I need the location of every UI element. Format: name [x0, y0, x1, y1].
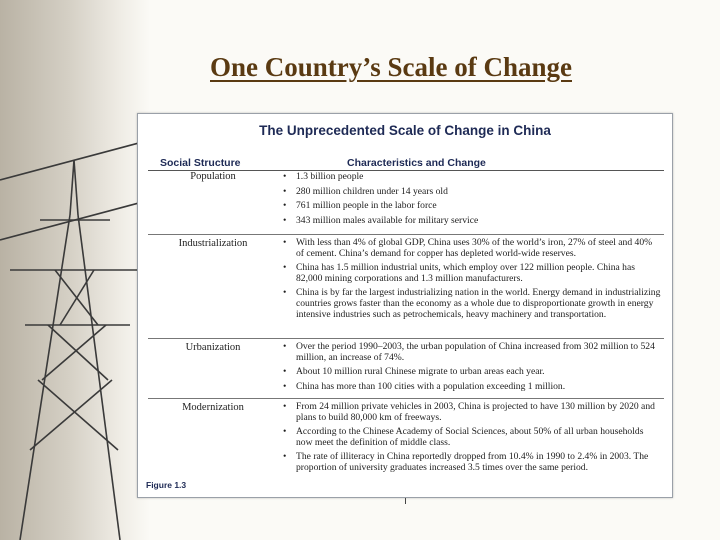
bullet-list: [283, 238, 661, 324]
list-item: • About 10 million rural Chinese migrate to urban areas each year.: [283, 367, 661, 378]
section-label: Modernization: [182, 402, 244, 413]
figure-table: [137, 113, 673, 498]
list-item: • The rate of illiteracy in China reportedly dropped from 10.4% in 1990 to 2.4% in 2003. The proportion of university graduates increased 3.5 times over the same period.: [283, 452, 661, 473]
bullet-list: [283, 172, 661, 230]
column-header-characteristics: Characteristics and Change: [347, 157, 486, 169]
column-header-social-structure: Social Structure: [160, 157, 241, 169]
list-item: • 343 million males available for military service: [283, 216, 661, 227]
section-label: Industrialization: [178, 238, 248, 249]
list-item: • China has 1.5 million industrial units, which employ over 122 million people. China has 82,000 mining corporations and 1.3 million manufacturers.: [283, 263, 661, 284]
section-divider: [148, 234, 664, 235]
section-label: Urbanization: [185, 342, 241, 353]
list-item: • 1.3 billion people: [283, 172, 661, 183]
list-item: • Over the period 1990–2003, the urban population of China increased from 302 million to 524 million, an increase of 74%.: [283, 342, 661, 363]
list-item: • 761 million people in the labor force: [283, 201, 661, 212]
cursor-mark: [405, 498, 406, 504]
list-item: • China is by far the largest industrializing nation in the world. Energy demand in industrializing countries grows faster than the economy as a whole due to disproportionate growth in energy intensive industries such as petrochemicals, heavy machinery and transportation.: [283, 288, 661, 320]
section-divider: [148, 338, 664, 339]
section-divider: [148, 398, 664, 399]
list-item: • From 24 million private vehicles in 2003, China is projected to have 130 million by 2020 and plans to build 80,000 km of freeways.: [283, 402, 661, 423]
list-item: • With less than 4% of global GDP, China uses 30% of the world’s iron, 27% of steel and 40% of cement. China’s demand for copper has depleted world-wide reserves.: [283, 238, 661, 259]
slide-title: One Country’s Scale of Change: [210, 52, 572, 82]
list-item: • 280 million children under 14 years old: [283, 187, 661, 198]
bullet-list: [283, 342, 661, 396]
bullet-list: [283, 402, 661, 478]
list-item: • According to the Chinese Academy of Social Sciences, about 50% of all urban households now meet the definition of middle class.: [283, 427, 661, 448]
power-pylon-image: [0, 120, 150, 540]
figure-caption: Figure 1.3: [146, 480, 187, 490]
figure-title: The Unprecedented Scale of Change in China: [259, 123, 551, 138]
section-label: Population: [190, 171, 236, 182]
list-item: • China has more than 100 cities with a population exceeding 1 million.: [283, 382, 661, 393]
